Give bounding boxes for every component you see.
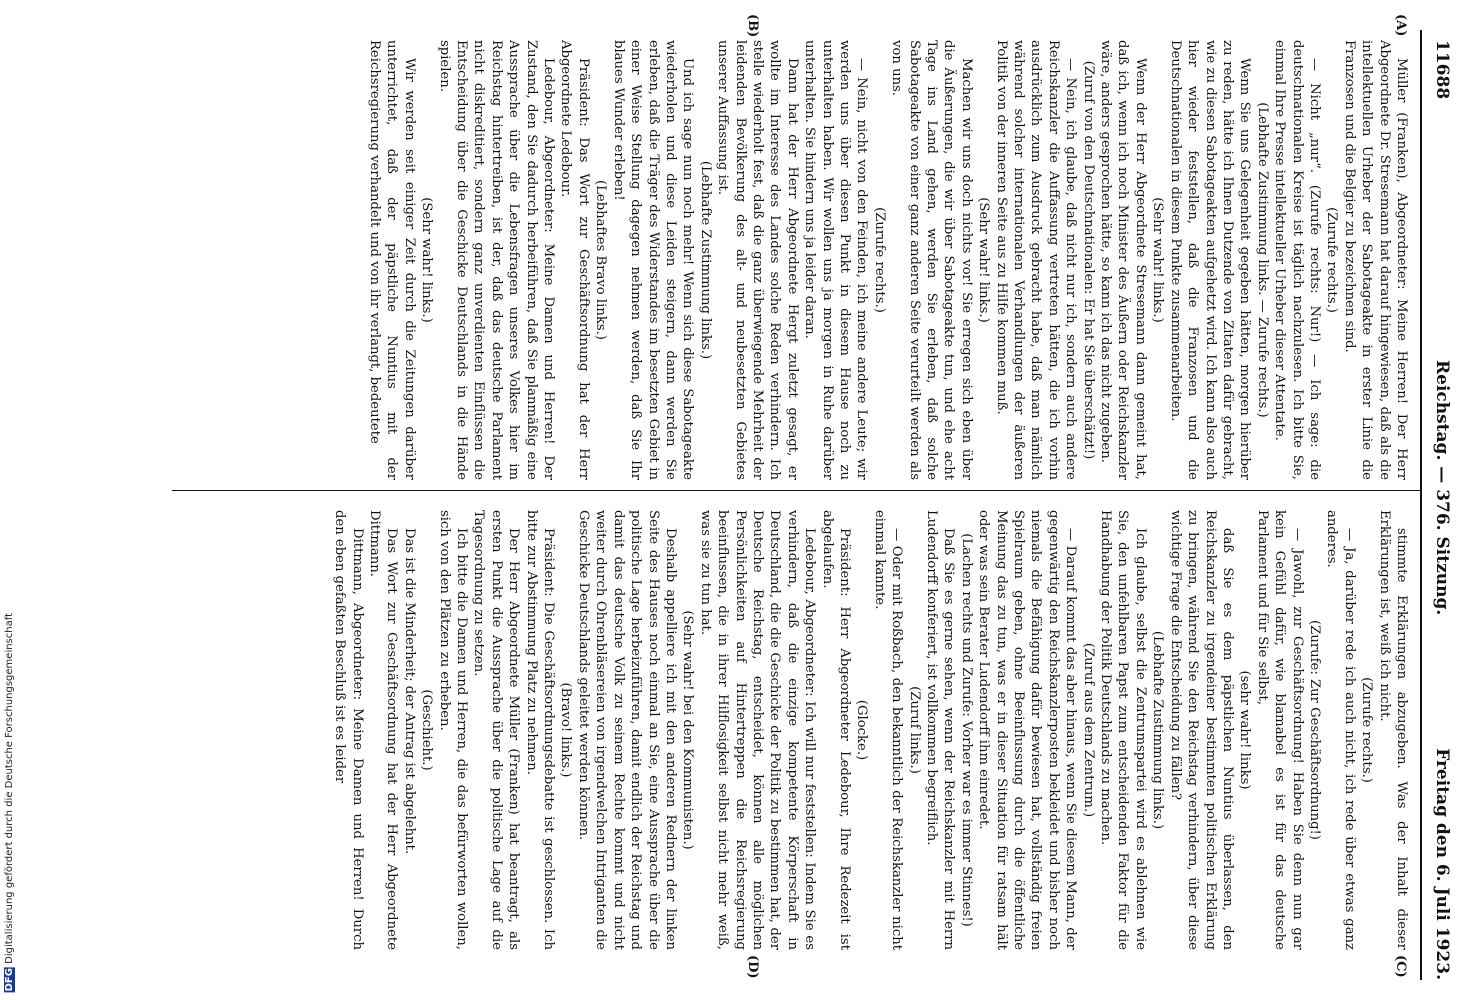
running-header xyxy=(1424,40,1452,980)
paragraph: Präsident: Das Wort zur Geschäftsordnung hat der Herr Abgeordnete Ledebour. xyxy=(558,40,591,480)
paragraph: — Nein, nicht von den Feinden, ich meine andere Leute; wir werden uns über diesen Punkt in diesem Hause noch zu unterhalten haben. Wir wollen uns ja morgen in Ruhe darüber unterhalten. Sie hindern uns ja leider daran. xyxy=(802,40,870,480)
left-text-column xyxy=(366,40,1410,480)
interjection: (Zurufe: Zur Geschäftsordnung!) xyxy=(1306,620,1322,840)
header-date: Freitag den 6. Juli 1923. xyxy=(1432,748,1452,980)
paragraph: Das ist die Minderheit; der Antrag ist abgelehnt. xyxy=(401,528,417,855)
paragraph: Der Herr Abgeordnete Müller (Franken) hat beantragt, als ersten Punkt die Aussprache über die politische Lage auf die Tagesordnung zu setzen. xyxy=(471,510,522,950)
header-rule xyxy=(1420,30,1422,980)
paragraph: — Nein, ich glaube, daß nicht nur ich, sondern auch andere Reichskanzler die Auffassung vertreten hätten, die ich vorhin ausdrücklich zum Ausdruck gebracht habe, daß man nämlich während solcher internationalen Verhandlungen der äußeren Politik von der inneren Seite aus zu Hilfe kommen muß. xyxy=(993,40,1079,480)
paragraph: Dittmann, Abgeordneter: Meine Damen und Herren! Durch den eben gefaßten Beschluß ist es leider xyxy=(332,510,365,950)
page-number: 11688 xyxy=(1432,40,1452,100)
interjection: (Zuruf von den Deutschnationalen: Er hat Sie überschätzt!) xyxy=(1080,60,1096,460)
paragraph: Daß Sie es gerne sehen, wenn der Reichskanzler mit Herrn Ludendorff konferiert, ist vollkommen begreiflich. xyxy=(924,510,957,950)
interjection: (Zurufe rechts.) xyxy=(1324,207,1340,313)
paragraph: — Darauf kommt das aber hinaus, wenn Sie diesem Mann, der gegenwärtig den Reichskanzlerposten bekleidet und bisher noch niemals die Befähigung dafür bewiesen hat, vollständig freien Spielraum geben, ohne Beeinflussung durch die öffentliche Meinung das zu tun, was er in dieser Situation für ratsam hält oder was sein Berater Ludendorff ihm einredet. xyxy=(976,510,1079,950)
margin-mark-b: (B) xyxy=(745,14,760,38)
paragraph: Präsident: Die Geschäftsordnungsdebatte ist geschlossen. Ich bitte zur Abstimmung Platz zu nehmen. xyxy=(523,510,557,950)
interjection: (Lebhafte Zustimmung links. — Zurufe rechts.) xyxy=(1254,102,1270,418)
paragraph: Das Wort zur Geschäftsordnung hat der Herr Abgeordnete Dittmann. xyxy=(367,510,400,950)
paragraph: Wenn der Herr Abgeordnete Stresemann dann gemeint hat, daß ich, wenn ich noch Minister des Äußern oder Reichskanzler wäre, anders gesprochen hätte, so kann ich das nicht zugeben. xyxy=(1098,40,1148,480)
paragraph: Deshalb appelliere ich mit den anderen Rednern der linken Seite des Hauses noch einmal an Sie, eine Aussprache über die politische Lage herbeizuführen, damit endlich der Reichstag und damit das deutsche Volk zu seinem Rechte kommt und nicht weiter durch Ohrenbläsereien von irgendwelchen Intriganten die Geschicke Deutschlands geleitet werden können. xyxy=(575,510,678,950)
paragraph: Ledebour, Abgeordneter: Ich will nur feststellen: Indem Sie es verhindern, daß die einzige kompetente Körperschaft in Deutschland, die die Geschicke der Politik zu bestimmen hat, der Deutsche Reichstag, entscheidet, können alle möglichen Persönlichkeiten auf Hintertreppen die Reichsregierung beeinflussen, die in ihrer Hilflosigkeit selbst nicht mehr weiß, was sie zu tun hat. xyxy=(697,510,818,950)
interjection: (Lebhafte Zustimmung links.) xyxy=(697,160,713,360)
paragraph: Ich bitte die Damen und Herren, die das befürworten wollen, sich von den Plätzen zu erheben. xyxy=(436,510,470,950)
interjection: (Sehr wahr! links.) xyxy=(1150,197,1166,323)
interjection: (Sehr wahr! bei den Kommunisten.) xyxy=(680,610,696,850)
interjection: (Zuruf links.) xyxy=(906,686,922,774)
header-title: Reichstag. — 376. Sitzung. xyxy=(1432,360,1452,616)
right-text-column xyxy=(331,510,1410,950)
paragraph: Wenn Sie uns Gelegenheit gegeben hätten, morgen hierüber zu reden, hätte ich Ihnen Dutzende von Zitaten dafür gebracht, wie zu diesen Sabotageakten aufgehetzt wird. Ich kann also auch hier wieder feststellen, daß die Franzosen und die Deutschnationalen in diesem Punkte zusammenarbeiten. xyxy=(1167,40,1253,480)
interjection: (Glocke.) xyxy=(854,699,870,761)
margin-mark-d: (D) xyxy=(745,955,760,979)
paragraph: Ich glaube, selbst die Zentrumspartei wird es ablehnen wie Sie, den unfehlbaren Papst zum entscheidenden Faktor für die Handhabung der Politik Deutschlands zu machen. xyxy=(1098,510,1148,950)
interjection: (Lebhafte Zustimmung links.) xyxy=(1150,630,1166,830)
paragraph: Ledebour, Abgeordneter: Meine Damen und Herren! Der Zustand, den Sie dadurch herbeiführen, daß Sie planmäßig eine Aussprache über die Lebensfragen unseres Volkes hier im Reichstag hintertreiben, ist der, daß das deutsche Parlament nicht diskreditiert, sondern ganz unverdienten Einflüssen die Entscheidung über die Geschicke Deutschlands in die Hände spielen. xyxy=(436,40,557,480)
paragraph: — Oder mit Roßbach, den bekanntlich der Reichskanzler nicht einmal kannte. xyxy=(871,510,905,950)
margin-mark-c: (C) xyxy=(1393,955,1408,978)
interjection: (Zurufe rechts.) xyxy=(1359,677,1375,783)
paragraph: Machen wir uns doch nichts vor! Sie erregen sich eben über die Äußerungen, die wir über Sabotageakte tun, und ehe acht Tage ins Land gehen, werden Sie erleben, daß solche Sabotageakte von einer ganz anderen Seite verurteilt werden als von uns. xyxy=(889,40,974,480)
interjection: (Lebhaftes Bravo links.) xyxy=(593,180,609,340)
paragraph: — Ja, darüber rede ich auch nicht, ich rede über etwas ganz anderes. xyxy=(1324,510,1357,950)
paragraph: stimmte Erklärungen abzugeben. Was der Inhalt dieser Erklärungen ist, weiß ich nicht. xyxy=(1376,510,1409,950)
interjection: (Zurufe rechts.) xyxy=(871,207,887,313)
credit-text: Digitalisierung gefördert durch die Deutsche Forschungsgemeinschaft xyxy=(4,612,15,964)
interjection: (Sehr wahr! links.) xyxy=(419,197,435,323)
interjection: (Zuruf aus dem Zentrum.) xyxy=(1080,642,1096,818)
paragraph: — Nicht „nur“. (Zurufe rechts: Nur!) — Ich sage: die deutschnationalen Kreise ist täglich nachzulesen. Ich bitte Sie, einmal Ihre Presse intellektueller Urheber dieser Attentate. xyxy=(1272,40,1322,480)
interjection: (Sehr wahr! links.) xyxy=(976,197,992,323)
paragraph: daß Sie es dem päpstlichen Nuntius überlassen, den Reichskanzler zu irgendeiner bestimmten politischen Erklärung zu bringen, während Sie den Reichstag verhindern, über diese wichtige Frage die Entscheidung zu fällen? xyxy=(1167,510,1235,950)
digitization-credit xyxy=(4,613,15,996)
interjection: (sehr wahr! links) xyxy=(1237,670,1253,790)
paragraph: Müller (Franken), Abgeordneter: Meine Herren! Der Herr Abgeordnete Dr. Stresemann hat darauf hingewiesen, daß als die intellektuellen Urheber der Sabotageakte in erster Linie die Franzosen und die Belgier zu bezeichnen sind. xyxy=(1341,40,1409,480)
paragraph: Wir werden seit einiger Zeit durch die Zeitungen darüber unterrichtet, daß der päpstliche Nuntius mit der Reichsregierung verhandelt und von ihr verlangt, bedeutete xyxy=(367,40,417,480)
paragraph: Und ich sage nun noch mehr! Wenn sich diese Sabotageakte wiederholen und diese Leiden steigern, dann werden Sie erleben, daß die Träger des Widerstandes im besetzten Gebiet in einer Weise Stellung dagegen nehmen werden, daß Sie Ihr blaues Wunder erleben! xyxy=(610,40,696,480)
interjection: (Geschieht.) xyxy=(419,689,435,771)
interjection: (Lachen rechts und Zurufe: Vorher war es immer Stinnes!) xyxy=(958,533,974,927)
paragraph: Dann hat der Herr Abgeordnete Hergt zuletzt gesagt, er wollte im Interesse des Landes solche Reden verhindern. Ich stelle wiederholt fest, daß die ganz überwiegende Mehrheit der leidenden Bevölkerung des alt- und neubesetzten Gebietes unserer Auffassung ist. xyxy=(715,40,800,480)
document-page xyxy=(160,0,1460,1000)
credit-logo: DFG xyxy=(4,967,15,991)
margin-mark-a: (A) xyxy=(1393,14,1408,37)
column-divider xyxy=(172,490,1420,491)
paragraph: — Jawohl, zur Geschäftsordnung! Haben Sie denn nun gar kein Gefühl dafür, wie blamabel es ist für das deutsche Parlament und für Sie selbst, xyxy=(1254,510,1305,950)
paragraph: Präsident: Herr Abgeordneter Ledebour, Ihre Redezeit ist abgelaufen. xyxy=(819,510,852,950)
interjection: (Bravo! links.) xyxy=(558,682,574,778)
